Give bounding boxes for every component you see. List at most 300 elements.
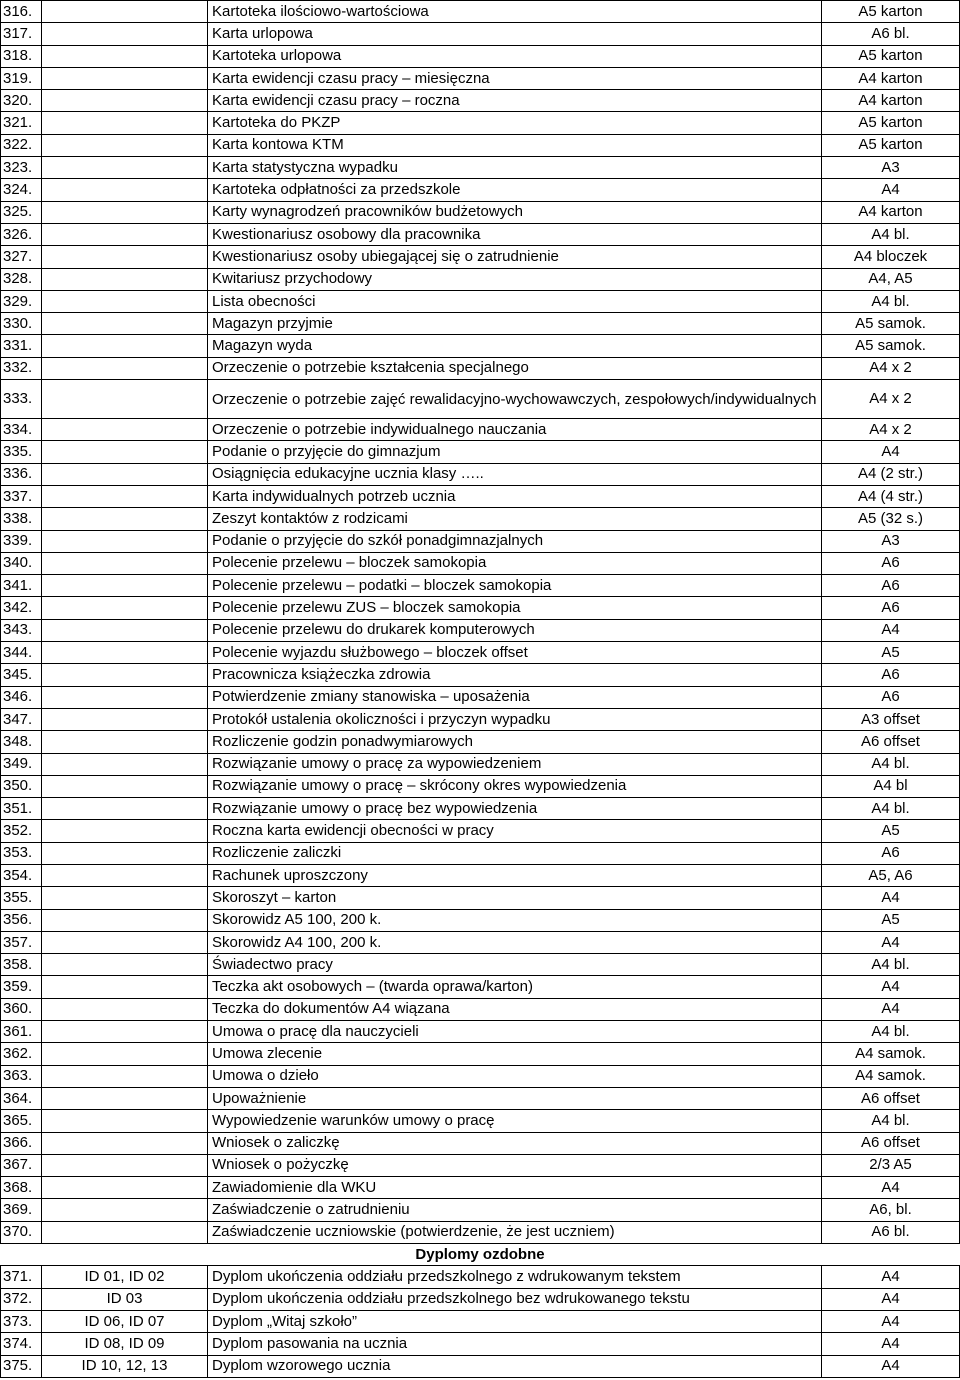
product-code: [42, 246, 208, 268]
table-row: [1, 1288, 960, 1310]
table-row: [1, 1154, 960, 1176]
form-name: Umowa o pracę dla nauczycieli: [208, 1021, 822, 1043]
form-name: Rozwiązanie umowy o pracę bez wypowiedzenia: [208, 798, 822, 820]
row-number: 344.: [1, 642, 42, 664]
product-code: [42, 575, 208, 597]
section-header-row: [1, 1244, 960, 1266]
product-code: ID 01, ID 02: [42, 1266, 208, 1288]
row-number: 353.: [1, 842, 42, 864]
row-number: 362.: [1, 1043, 42, 1065]
form-name: Orzeczenie o potrzebie zajęć rewalidacyjno-wychowawczych, zespołowych/indywidualnych: [208, 380, 822, 419]
form-name: Orzeczenie o potrzebie kształcenia specjalnego: [208, 357, 822, 379]
form-format: A4: [822, 976, 960, 998]
table-row: [1, 463, 960, 485]
product-code: [42, 642, 208, 664]
product-code: [42, 134, 208, 156]
form-format: A6 bl.: [822, 23, 960, 45]
row-number: 343.: [1, 619, 42, 641]
row-number: 348.: [1, 731, 42, 753]
table-row: [1, 357, 960, 379]
form-name: Kwestionariusz osoby ubiegającej się o zatrudnienie: [208, 246, 822, 268]
form-name: Upoważnienie: [208, 1087, 822, 1109]
form-name: Lista obecności: [208, 290, 822, 312]
table-row: [1, 1310, 960, 1332]
product-code: [42, 67, 208, 89]
product-code: [42, 1154, 208, 1176]
form-format: A4 x 2: [822, 357, 960, 379]
table-row: [1, 575, 960, 597]
product-code: [42, 90, 208, 112]
form-name: Karta indywidualnych potrzeb ucznia: [208, 485, 822, 507]
form-name: Polecenie przelewu do drukarek komputerowych: [208, 619, 822, 641]
product-code: [42, 686, 208, 708]
row-number: 370.: [1, 1221, 42, 1243]
row-number: 340.: [1, 552, 42, 574]
product-code: [42, 290, 208, 312]
table-row: [1, 1087, 960, 1109]
product-code: [42, 45, 208, 67]
table-row: [1, 1221, 960, 1243]
product-code: [42, 1221, 208, 1243]
row-number: 319.: [1, 67, 42, 89]
form-format: A4: [822, 1333, 960, 1355]
form-name: Rozliczenie zaliczki: [208, 842, 822, 864]
product-code: [42, 380, 208, 419]
row-number: 366.: [1, 1132, 42, 1154]
row-number: 369.: [1, 1199, 42, 1221]
row-number: 337.: [1, 485, 42, 507]
form-format: A4: [822, 1288, 960, 1310]
row-number: 338.: [1, 508, 42, 530]
product-code: [42, 552, 208, 574]
form-format: A4: [822, 441, 960, 463]
row-number: 347.: [1, 708, 42, 730]
table-row: [1, 23, 960, 45]
product-code: [42, 708, 208, 730]
table-row: [1, 380, 960, 419]
form-format: A4: [822, 1310, 960, 1332]
form-format: A5 samok.: [822, 313, 960, 335]
table-row: [1, 708, 960, 730]
product-code: [42, 1177, 208, 1199]
row-number: 341.: [1, 575, 42, 597]
form-name: Dyplom pasowania na ucznia: [208, 1333, 822, 1355]
form-name: Kartoteka do PKZP: [208, 112, 822, 134]
form-format: A6: [822, 597, 960, 619]
table-row: [1, 67, 960, 89]
form-name: Dyplom ukończenia oddziału przedszkolnego z wdrukowanym tekstem: [208, 1266, 822, 1288]
product-code: [42, 954, 208, 976]
row-number: 361.: [1, 1021, 42, 1043]
product-code: [42, 179, 208, 201]
product-code: [42, 775, 208, 797]
row-number: 357.: [1, 931, 42, 953]
product-code: [42, 1, 208, 23]
form-name: Polecenie przelewu – podatki – bloczek samokopia: [208, 575, 822, 597]
form-format: A4 karton: [822, 90, 960, 112]
form-name: Zeszyt kontaktów z rodzicami: [208, 508, 822, 530]
table-row: [1, 1333, 960, 1355]
product-code: [42, 223, 208, 245]
form-name: Skoroszyt – karton: [208, 887, 822, 909]
table-row: [1, 335, 960, 357]
row-number: 326.: [1, 223, 42, 245]
form-format: A4 bl.: [822, 798, 960, 820]
form-format: A6: [822, 552, 960, 574]
row-number: 339.: [1, 530, 42, 552]
product-code: [42, 157, 208, 179]
form-format: A3: [822, 530, 960, 552]
form-format: A4 samok.: [822, 1043, 960, 1065]
form-name: Karty wynagrodzeń pracowników budżetowych: [208, 201, 822, 223]
row-number: 371.: [1, 1266, 42, 1288]
table-row: [1, 485, 960, 507]
table-row: [1, 686, 960, 708]
row-number: 332.: [1, 357, 42, 379]
form-name: Wniosek o zaliczkę: [208, 1132, 822, 1154]
form-format: A4 (2 str.): [822, 463, 960, 485]
product-code: [42, 931, 208, 953]
product-code: [42, 1199, 208, 1221]
form-name: Rachunek uproszczony: [208, 864, 822, 886]
form-format: A4: [822, 998, 960, 1020]
row-number: 359.: [1, 976, 42, 998]
product-code: [42, 357, 208, 379]
form-format: A4: [822, 1355, 960, 1377]
form-name: Kartoteka ilościowo-wartościowa: [208, 1, 822, 23]
row-number: 374.: [1, 1333, 42, 1355]
product-code: ID 03: [42, 1288, 208, 1310]
form-format: A5 karton: [822, 134, 960, 156]
form-name: Teczka akt osobowych – (twarda oprawa/karton): [208, 976, 822, 998]
row-number: 334.: [1, 419, 42, 441]
product-code: [42, 463, 208, 485]
row-number: 373.: [1, 1310, 42, 1332]
form-format: A4: [822, 619, 960, 641]
product-code: [42, 798, 208, 820]
form-name: Kartoteka odpłatności za przedszkole: [208, 179, 822, 201]
row-number: 352.: [1, 820, 42, 842]
form-name: Kwitariusz przychodowy: [208, 268, 822, 290]
product-code: [42, 419, 208, 441]
form-name: Umowa o dzieło: [208, 1065, 822, 1087]
row-number: 354.: [1, 864, 42, 886]
row-number: 317.: [1, 23, 42, 45]
table-row: [1, 909, 960, 931]
form-name: Rozliczenie godzin ponadwymiarowych: [208, 731, 822, 753]
product-code: ID 08, ID 09: [42, 1333, 208, 1355]
form-name: Karta statystyczna wypadku: [208, 157, 822, 179]
table-row: [1, 820, 960, 842]
form-name: Świadectwo pracy: [208, 954, 822, 976]
row-number: 331.: [1, 335, 42, 357]
form-format: A6 offset: [822, 1132, 960, 1154]
form-name: Umowa zlecenie: [208, 1043, 822, 1065]
form-format: A4 bloczek: [822, 246, 960, 268]
row-number: 327.: [1, 246, 42, 268]
form-format: A5: [822, 909, 960, 931]
form-format: A4 x 2: [822, 419, 960, 441]
form-name: Skorowidz A5 100, 200 k.: [208, 909, 822, 931]
form-format: A4 samok.: [822, 1065, 960, 1087]
form-format: A6 offset: [822, 1087, 960, 1109]
row-number: 363.: [1, 1065, 42, 1087]
table-row: [1, 1, 960, 23]
table-row: [1, 976, 960, 998]
table-row: [1, 998, 960, 1020]
form-format: A4 karton: [822, 201, 960, 223]
product-code: [42, 597, 208, 619]
row-number: 368.: [1, 1177, 42, 1199]
product-code: ID 06, ID 07: [42, 1310, 208, 1332]
product-code: [42, 313, 208, 335]
form-format: A4: [822, 887, 960, 909]
form-name: Wniosek o pożyczkę: [208, 1154, 822, 1176]
product-code: [42, 1065, 208, 1087]
form-format: A6, bl.: [822, 1199, 960, 1221]
product-code: [42, 1132, 208, 1154]
product-code: [42, 909, 208, 931]
product-code: [42, 508, 208, 530]
form-name: Kwestionariusz osobowy dla pracownika: [208, 223, 822, 245]
form-format: A4 bl.: [822, 1021, 960, 1043]
form-name: Pracownicza książeczka zdrowia: [208, 664, 822, 686]
table-row: [1, 134, 960, 156]
product-code: [42, 887, 208, 909]
row-number: 329.: [1, 290, 42, 312]
row-number: 336.: [1, 463, 42, 485]
row-number: 323.: [1, 157, 42, 179]
row-number: 360.: [1, 998, 42, 1020]
form-format: A4: [822, 1177, 960, 1199]
product-code: [42, 753, 208, 775]
form-format: A5: [822, 820, 960, 842]
row-number: 364.: [1, 1087, 42, 1109]
product-code: ID 10, 12, 13: [42, 1355, 208, 1377]
table-row: [1, 1043, 960, 1065]
product-code: [42, 820, 208, 842]
form-name: Magazyn przyjmie: [208, 313, 822, 335]
product-code: [42, 485, 208, 507]
table-row: [1, 290, 960, 312]
form-name: Polecenie wyjazdu służbowego – bloczek offset: [208, 642, 822, 664]
form-format: A5, A6: [822, 864, 960, 886]
form-format: A4 bl.: [822, 223, 960, 245]
form-format: A4 bl.: [822, 290, 960, 312]
product-code: [42, 1021, 208, 1043]
form-format: A6: [822, 686, 960, 708]
form-name: Podanie o przyjęcie do szkół ponadgimnazjalnych: [208, 530, 822, 552]
form-name: Protokół ustalenia okoliczności i przyczyn wypadku: [208, 708, 822, 730]
table-row: [1, 1110, 960, 1132]
form-name: Rozwiązanie umowy o pracę za wypowiedzeniem: [208, 753, 822, 775]
form-format: A4 karton: [822, 67, 960, 89]
table-row: [1, 664, 960, 686]
table-row: [1, 597, 960, 619]
row-number: 322.: [1, 134, 42, 156]
table-row: [1, 1177, 960, 1199]
form-format: A4 bl.: [822, 954, 960, 976]
product-code: [42, 731, 208, 753]
table-row: [1, 419, 960, 441]
form-format: A5 (32 s.): [822, 508, 960, 530]
form-format: A4 (4 str.): [822, 485, 960, 507]
table-row: [1, 223, 960, 245]
table-row: [1, 931, 960, 953]
form-format: A4 bl: [822, 775, 960, 797]
table-row: [1, 179, 960, 201]
form-format: A5 karton: [822, 45, 960, 67]
form-name: Teczka do dokumentów A4 wiązana: [208, 998, 822, 1020]
form-name: Rozwiązanie umowy o pracę – skrócony okres wypowiedzenia: [208, 775, 822, 797]
table-row: [1, 1132, 960, 1154]
form-name: Kartoteka urlopowa: [208, 45, 822, 67]
table-row: [1, 441, 960, 463]
product-code: [42, 976, 208, 998]
product-code: [42, 842, 208, 864]
form-name: Polecenie przelewu – bloczek samokopia: [208, 552, 822, 574]
table-row: [1, 1266, 960, 1288]
row-number: 320.: [1, 90, 42, 112]
table-row: [1, 887, 960, 909]
form-format: A6: [822, 842, 960, 864]
form-name: Magazyn wyda: [208, 335, 822, 357]
table-row: [1, 775, 960, 797]
product-code: [42, 619, 208, 641]
row-number: 345.: [1, 664, 42, 686]
table-row: [1, 201, 960, 223]
row-number: 330.: [1, 313, 42, 335]
product-code: [42, 112, 208, 134]
product-code: [42, 664, 208, 686]
form-format: A5: [822, 642, 960, 664]
table-row: [1, 954, 960, 976]
row-number: 351.: [1, 798, 42, 820]
form-name: Karta urlopowa: [208, 23, 822, 45]
row-number: 358.: [1, 954, 42, 976]
row-number: 325.: [1, 201, 42, 223]
product-code: [42, 530, 208, 552]
form-name: Osiągnięcia edukacyjne ucznia klasy …..: [208, 463, 822, 485]
row-number: 349.: [1, 753, 42, 775]
product-code: [42, 335, 208, 357]
table-row: [1, 864, 960, 886]
form-name: Roczna karta ewidencji obecności w pracy: [208, 820, 822, 842]
form-format: A4: [822, 1266, 960, 1288]
table-row: [1, 1355, 960, 1377]
form-format: A3 offset: [822, 708, 960, 730]
form-format: A4 bl.: [822, 753, 960, 775]
form-format: A4 bl.: [822, 1110, 960, 1132]
product-code: [42, 864, 208, 886]
table-row: [1, 798, 960, 820]
row-number: 372.: [1, 1288, 42, 1310]
table-row: [1, 90, 960, 112]
row-number: 324.: [1, 179, 42, 201]
table-row: [1, 753, 960, 775]
form-name: Karta ewidencji czasu pracy – miesięczna: [208, 67, 822, 89]
row-number: 328.: [1, 268, 42, 290]
product-code: [42, 201, 208, 223]
form-name: Potwierdzenie zmiany stanowiska – uposażenia: [208, 686, 822, 708]
form-name: Dyplom ukończenia oddziału przedszkolnego bez wdrukowanego tekstu: [208, 1288, 822, 1310]
row-number: 316.: [1, 1, 42, 23]
table-row: [1, 1065, 960, 1087]
table-row: [1, 157, 960, 179]
form-name: Zaświadczenie uczniowskie (potwierdzenie, że jest uczniem): [208, 1221, 822, 1243]
form-format: A3: [822, 157, 960, 179]
form-format: A4: [822, 931, 960, 953]
row-number: 350.: [1, 775, 42, 797]
table-row: [1, 1021, 960, 1043]
table-row: [1, 313, 960, 335]
product-code: [42, 1043, 208, 1065]
form-name: Podanie o przyjęcie do gimnazjum: [208, 441, 822, 463]
form-name: Skorowidz A4 100, 200 k.: [208, 931, 822, 953]
table-row: [1, 1199, 960, 1221]
form-format: A5 samok.: [822, 335, 960, 357]
row-number: 375.: [1, 1355, 42, 1377]
table-row: [1, 552, 960, 574]
table-row: [1, 268, 960, 290]
row-number: 318.: [1, 45, 42, 67]
form-format: A6: [822, 664, 960, 686]
form-name: Dyplom „Witaj szkoło”: [208, 1310, 822, 1332]
row-number: 356.: [1, 909, 42, 931]
form-name: Karta kontowa KTM: [208, 134, 822, 156]
row-number: 342.: [1, 597, 42, 619]
row-number: 321.: [1, 112, 42, 134]
form-format: A4, A5: [822, 268, 960, 290]
form-name: Orzeczenie o potrzebie indywidualnego nauczania: [208, 419, 822, 441]
table-row: [1, 45, 960, 67]
form-name: Wypowiedzenie warunków umowy o pracę: [208, 1110, 822, 1132]
table-row: [1, 508, 960, 530]
table-row: [1, 642, 960, 664]
product-code: [42, 441, 208, 463]
table-row: [1, 731, 960, 753]
row-number: 355.: [1, 887, 42, 909]
product-code: [42, 23, 208, 45]
row-number: 333.: [1, 380, 42, 419]
product-code: [42, 998, 208, 1020]
product-code: [42, 1087, 208, 1109]
table-row: [1, 246, 960, 268]
row-number: 365.: [1, 1110, 42, 1132]
form-name: Polecenie przelewu ZUS – bloczek samokopia: [208, 597, 822, 619]
table-row: [1, 530, 960, 552]
forms-table-body: [1, 1, 960, 1378]
product-code: [42, 268, 208, 290]
row-number: 367.: [1, 1154, 42, 1176]
form-format: A4 x 2: [822, 380, 960, 419]
form-name: Dyplom wzorowego ucznia: [208, 1355, 822, 1377]
form-name: Zaświadczenie o zatrudnieniu: [208, 1199, 822, 1221]
row-number: 346.: [1, 686, 42, 708]
form-format: A6: [822, 575, 960, 597]
form-format: A6 bl.: [822, 1221, 960, 1243]
form-format: 2/3 A5: [822, 1154, 960, 1176]
form-format: A4: [822, 179, 960, 201]
table-row: [1, 842, 960, 864]
product-code: [42, 1110, 208, 1132]
form-format: A6 offset: [822, 731, 960, 753]
form-format: A5 karton: [822, 112, 960, 134]
table-row: [1, 112, 960, 134]
form-format: A5 karton: [822, 1, 960, 23]
section-title: Dyplomy ozdobne: [1, 1244, 960, 1266]
row-number: 335.: [1, 441, 42, 463]
